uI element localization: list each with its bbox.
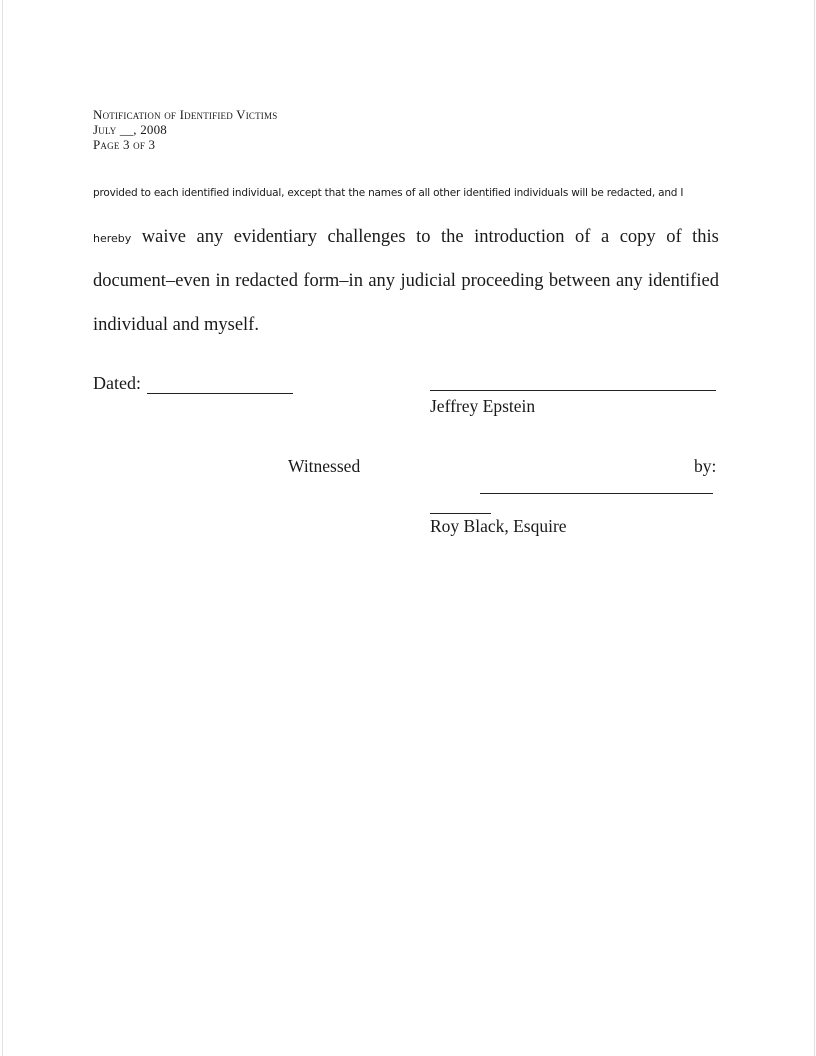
body-word: to <box>416 227 431 247</box>
signer-name: Jeffrey Epstein <box>430 396 536 416</box>
body-word: a <box>600 227 610 247</box>
body-word: judicial <box>400 271 456 291</box>
body-word: of <box>666 227 682 247</box>
body-word: copy <box>619 227 656 247</box>
witness-signature-line <box>480 493 713 494</box>
body-word: hereby <box>93 232 132 245</box>
body-word: identified <box>648 271 719 291</box>
body-word: waive <box>141 227 186 247</box>
body-word: of <box>575 227 591 247</box>
body-word: introduction <box>474 227 565 247</box>
page-edge-right <box>814 0 815 1056</box>
header-page-number: Page 3 of 3 <box>93 137 156 152</box>
body-line-4: individual and myself. <box>93 315 259 335</box>
body-word: any <box>615 271 643 291</box>
body-word: between <box>548 271 611 291</box>
header-title: Notification of Identified Victims <box>93 107 278 122</box>
witness-name: Roy Black, Esquire <box>430 516 567 536</box>
body-word: challenges <box>327 227 406 247</box>
witness-signature-line-continuation <box>430 513 491 514</box>
body-line-2 <box>93 227 719 248</box>
body-line-1: provided to each identified individual, except that the names of all other identified individuals will be redacted, and I <box>93 187 684 199</box>
body-word: document–even <box>93 271 211 291</box>
body-word: the <box>440 227 464 247</box>
witnessed-label: Witnessed <box>288 456 361 476</box>
body-word: in <box>215 271 230 291</box>
date-signature-line <box>147 393 293 394</box>
dated-label: Dated: <box>93 373 141 393</box>
signer-signature-line <box>430 390 716 391</box>
body-word: any <box>368 271 396 291</box>
body-word: evidentiary <box>233 227 317 247</box>
header-date: July __, 2008 <box>93 122 168 137</box>
body-line-3 <box>93 271 719 292</box>
page-edge-left <box>2 0 3 1056</box>
body-word: any <box>196 227 224 247</box>
body-word: this <box>692 227 719 247</box>
witnessed-by-label: by: <box>694 456 717 476</box>
body-word: form–in <box>303 271 363 291</box>
body-word: proceeding <box>461 271 544 291</box>
document-header <box>93 107 277 152</box>
body-word: redacted <box>235 271 298 291</box>
